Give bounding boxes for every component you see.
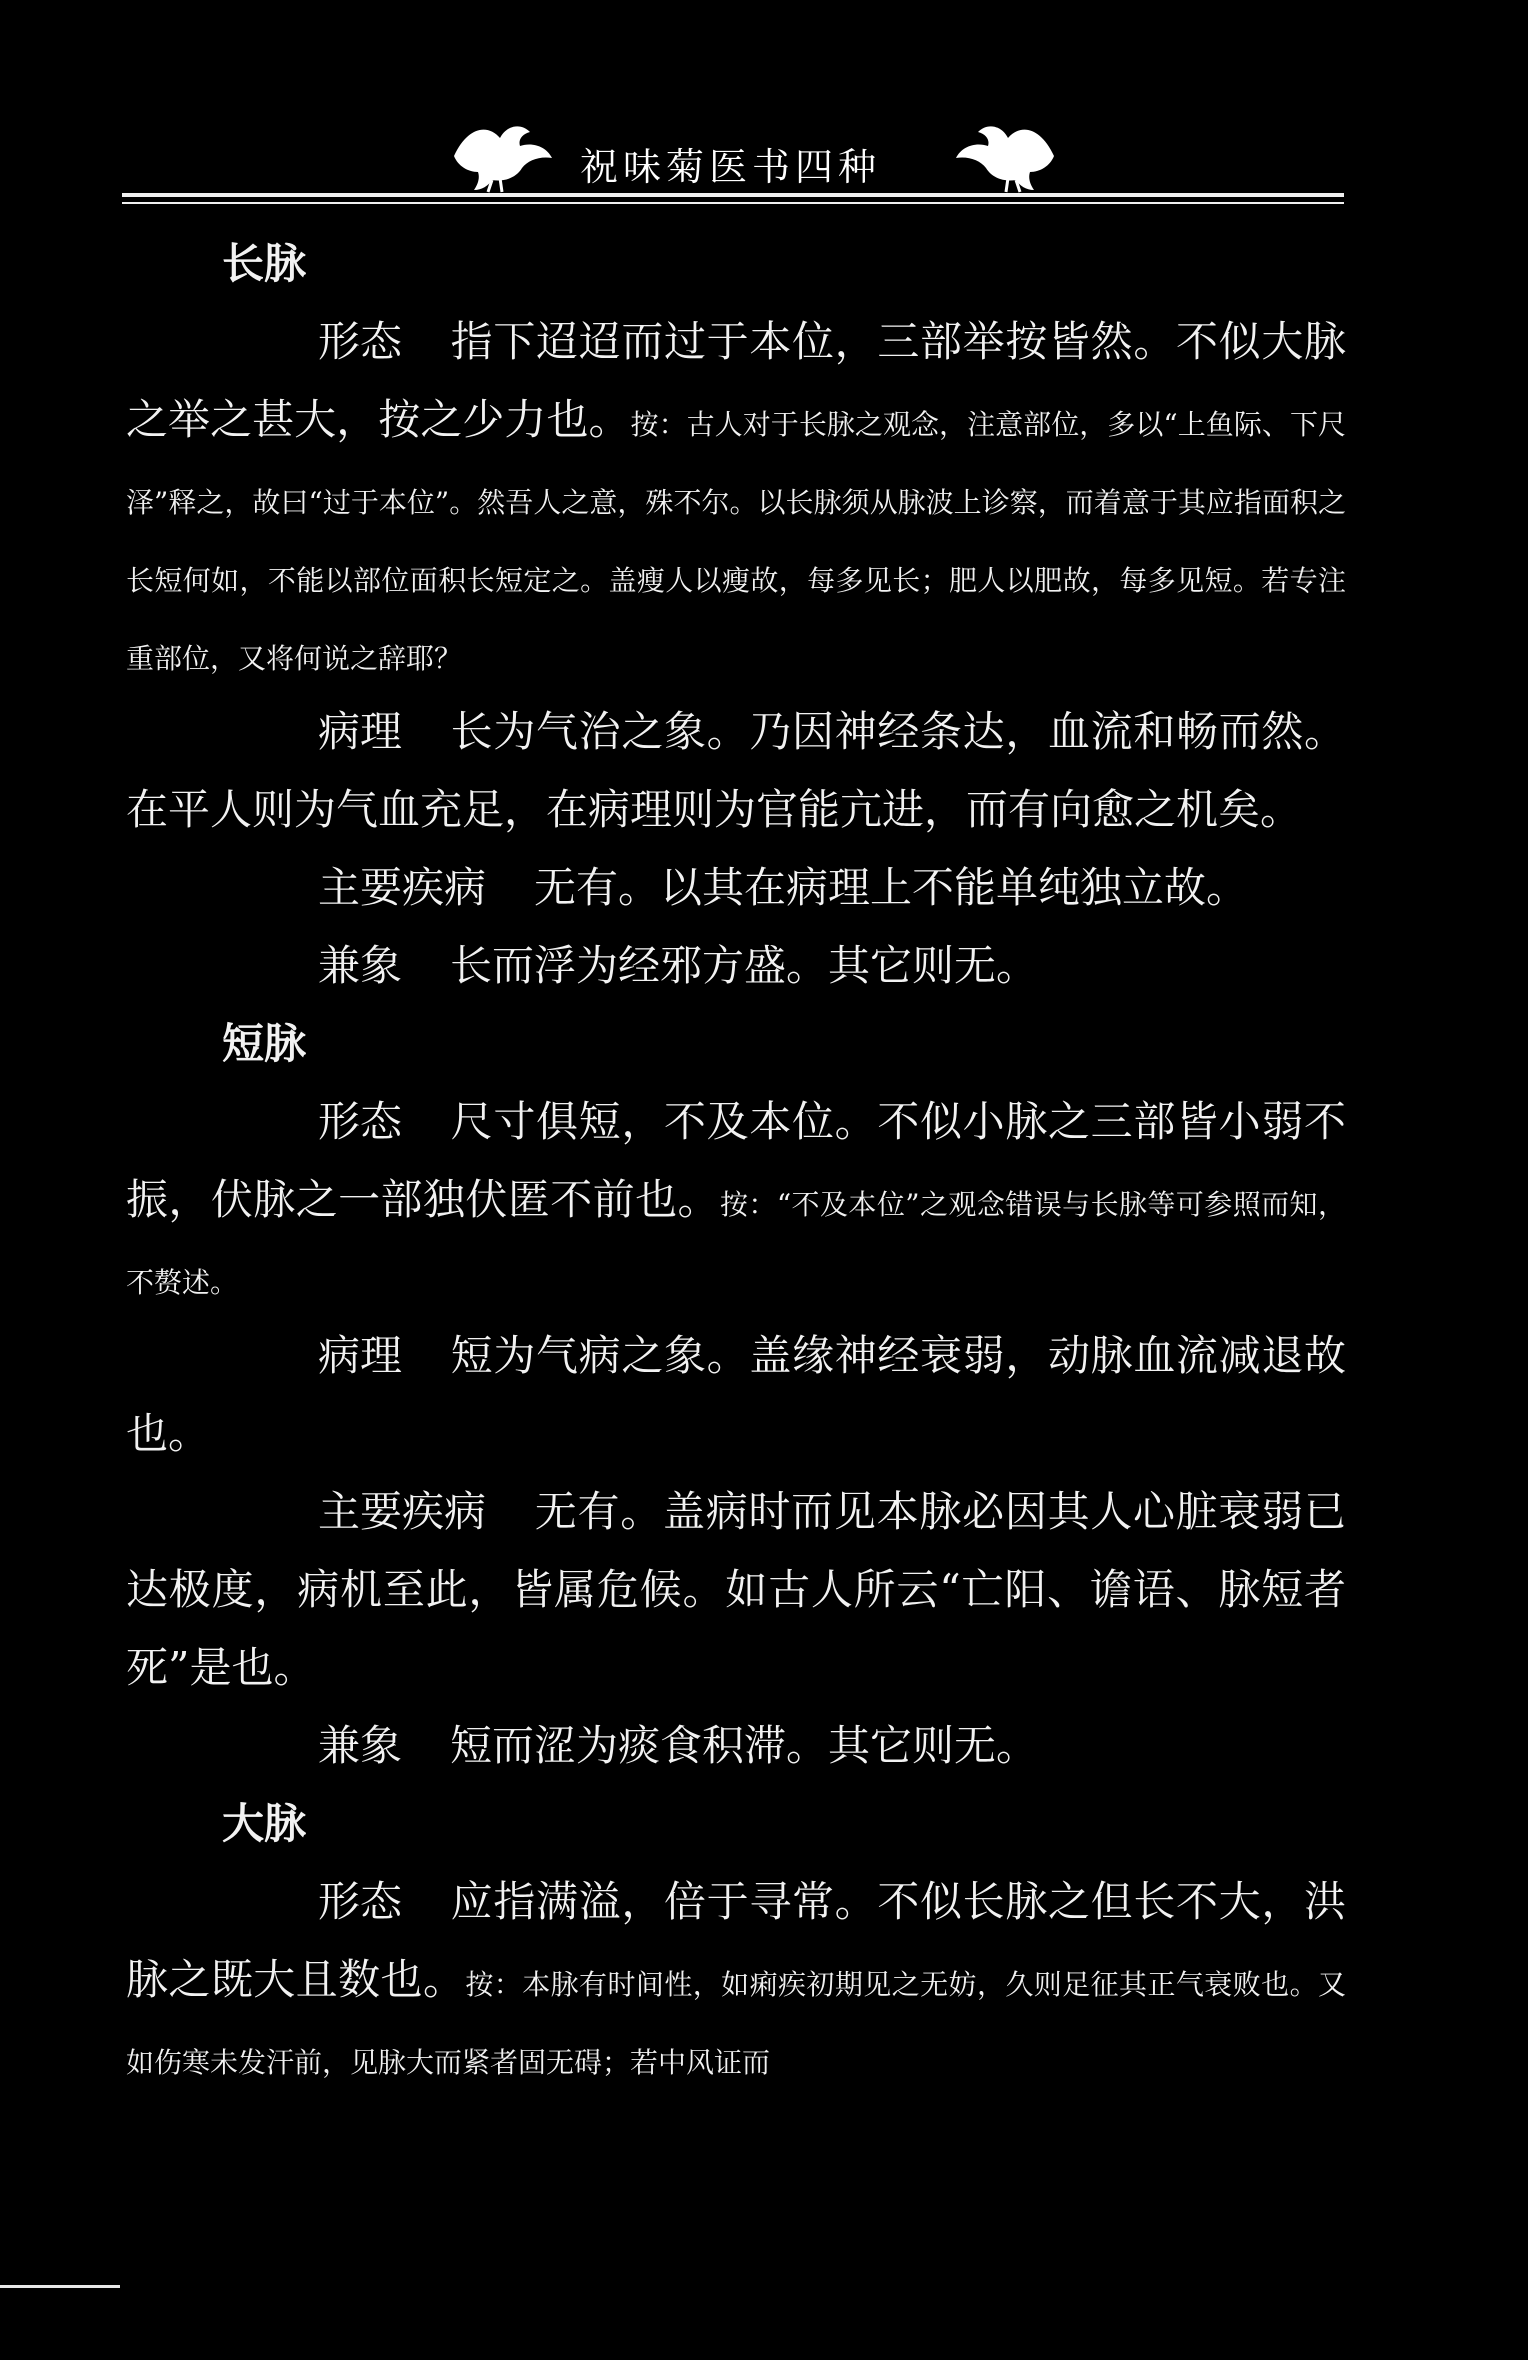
phoenix-ornament-left-icon [448, 116, 558, 194]
body-text: 短而涩为痰食积滞。其它则无。 [450, 1721, 1039, 1770]
big-pulse-form-paragraph [126, 1863, 1346, 2097]
page-edge-mark [0, 2285, 120, 2288]
header-rule-thick [122, 193, 1344, 197]
body-text: 尺寸俱短，不及本位。不似小脉之三部皆小弱不振，伏脉之一部独伏匿不前也。 [126, 1097, 1346, 1224]
body-text: 长为气治之象。乃因神经条达，血流和畅而然。在平人则为气血充足，在病理则为官能亢进，而有向愈之机矣。 [126, 707, 1346, 834]
book-title: 祝味菊医书四种 [580, 145, 882, 189]
term-label: 兼象 [318, 941, 403, 990]
term-label: 病理 [318, 707, 403, 756]
short-pulse-disease-paragraph [126, 1473, 1346, 1707]
section-title-big-pulse: 大脉 [222, 1799, 307, 1848]
section-title-short-pulse: 短脉 [222, 1019, 307, 1068]
short-pulse-form-paragraph [126, 1083, 1346, 1317]
phoenix-ornament-right-icon [950, 116, 1060, 194]
long-pulse-pathology-paragraph [126, 693, 1346, 849]
annotation-text: 按：本脉有时间性，如痢疾初期见之无妨，久则足征其正气衰败也。又如伤寒未发汗前，见脉大而紧者固无碍；若中风证而 [126, 1968, 1346, 2079]
annotation-text: 按：“不及本位”之观念错误与长脉等可参照而知，不赘述。 [126, 1188, 1346, 1299]
term-label: 形态 [318, 1097, 403, 1146]
term-label: 病理 [318, 1331, 403, 1380]
term-label: 形态 [318, 317, 403, 366]
body-text: 无有。盖病时而见本脉必因其人心脏衰弱已达极度，病机至此，皆属危候。如古人所云“亡阳、谵语、脉短者死”是也。 [126, 1487, 1346, 1692]
page-body [126, 225, 1346, 2097]
term-label: 形态 [318, 1877, 403, 1926]
term-label: 兼象 [318, 1721, 403, 1770]
body-text: 短为气病之象。盖缘神经衰弱，动脉血流减退故也。 [126, 1331, 1346, 1458]
term-label: 主要疾病 [318, 863, 487, 912]
long-pulse-combined-paragraph [126, 927, 1346, 1005]
page-header [0, 96, 1528, 206]
short-pulse-combined-paragraph [126, 1707, 1346, 1785]
header-rule-thin [122, 202, 1344, 204]
section-title-long-pulse: 长脉 [222, 239, 307, 288]
body-text: 应指满溢，倍于寻常。不似长脉之但长不大，洪脉之既大且数也。 [126, 1877, 1346, 2004]
body-text: 指下迢迢而过于本位，三部举按皆然。不似大脉之举之甚大，按之少力也。 [126, 317, 1346, 444]
body-text: 无有。以其在病理上不能单纯独立故。 [534, 863, 1249, 912]
body-text: 长而浮为经邪方盛。其它则无。 [450, 941, 1039, 990]
long-pulse-disease-paragraph [126, 849, 1346, 927]
annotation-text: 按：古人对于长脉之观念，注意部位，多以“上鱼际、下尺泽”释之，故曰“过于本位”。然吾人之意，殊不尔。以长脉须从脉波上诊察，而着意于其应指面积之长短何如，不能以部位面积长短定之。盖瘦人以瘦故，每多见长；肥人以肥故，每多见短。若专注重部位，又将何说之辞耶？ [126, 408, 1346, 675]
term-label: 主要疾病 [318, 1487, 487, 1536]
short-pulse-pathology-paragraph [126, 1317, 1346, 1473]
long-pulse-form-paragraph [126, 303, 1346, 693]
